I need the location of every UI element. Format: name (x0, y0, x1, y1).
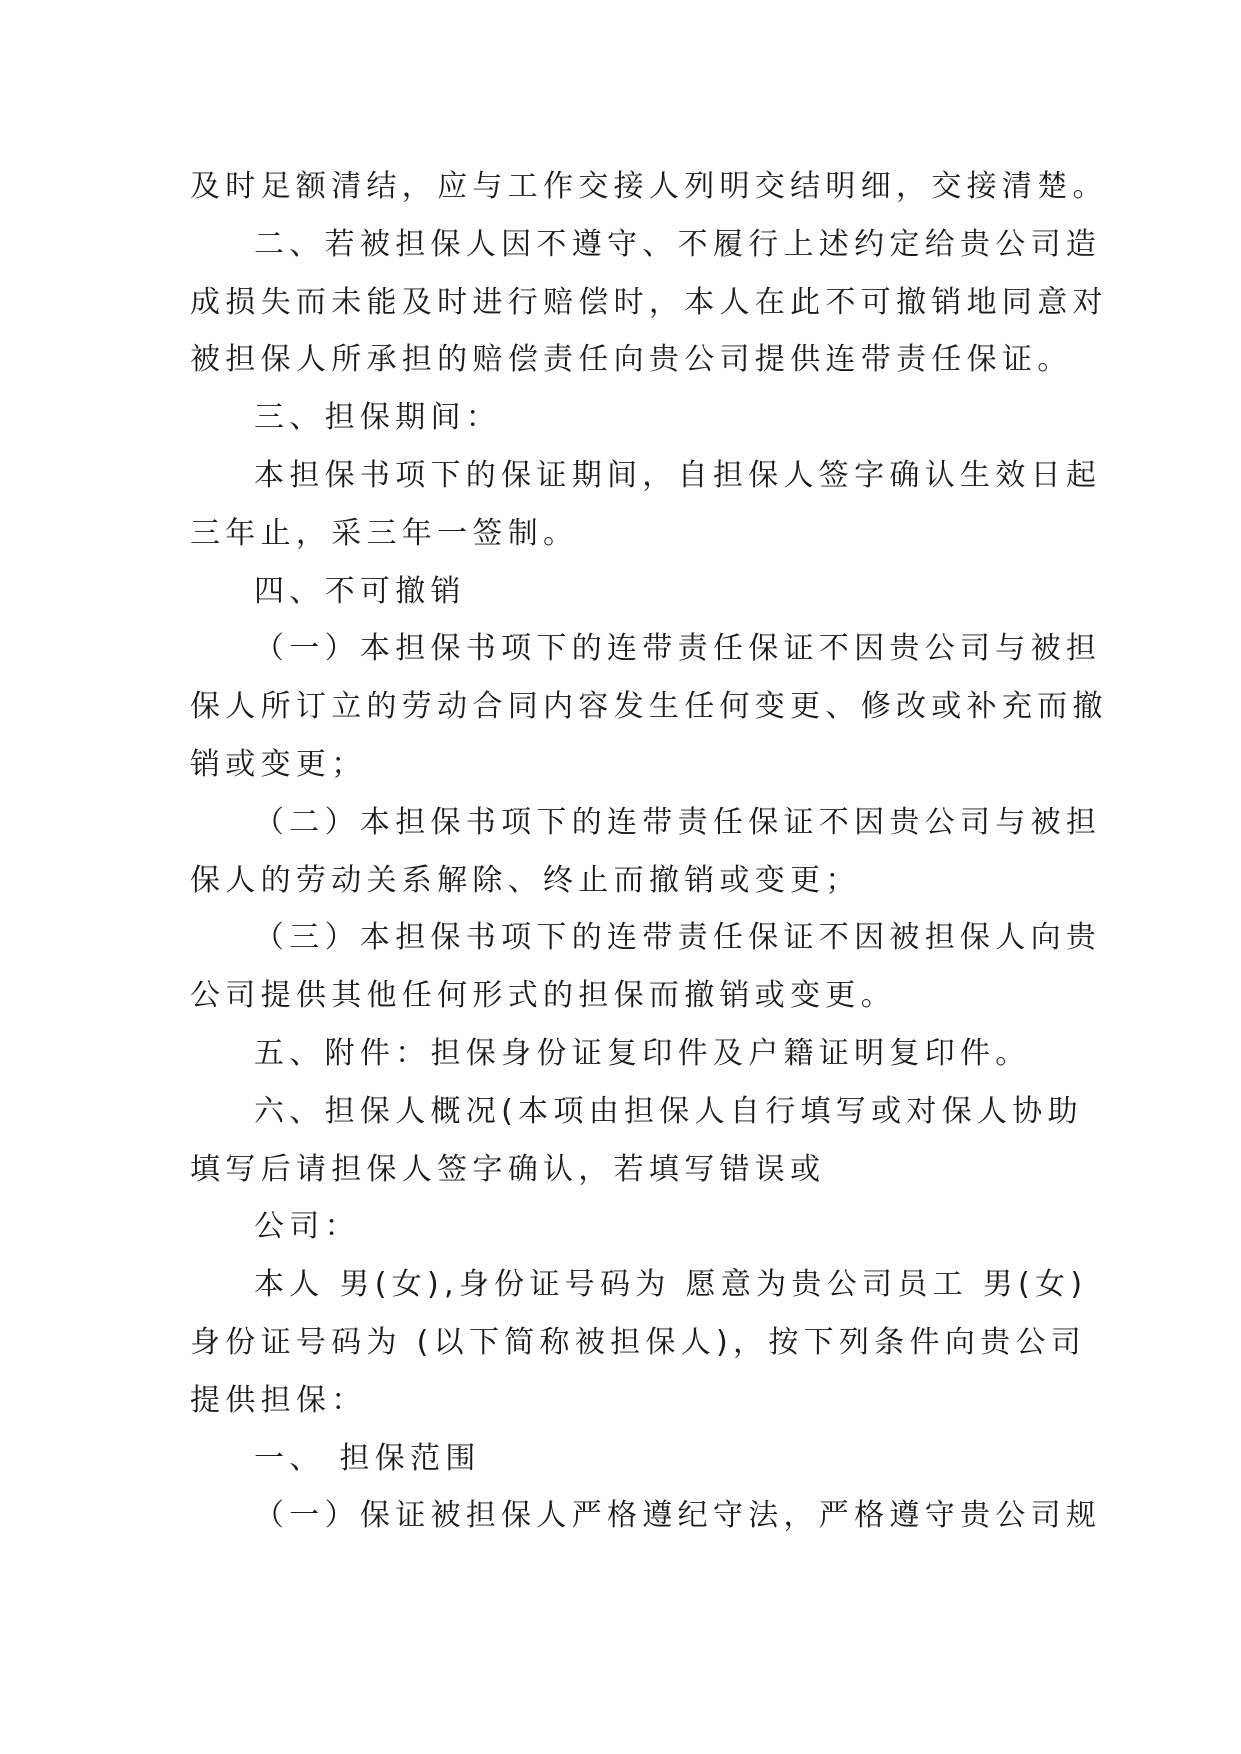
text-line: 公司提供其他任何形式的担保而撤销或变更。 (190, 978, 896, 1014)
text-line: （三）本担保书项下的连带责任保证不因被担保人向贵 (254, 920, 1102, 956)
text-line: （二）本担保书项下的连带责任保证不因贵公司与被担 (254, 804, 1102, 840)
text-line: 提供担保： (190, 1382, 367, 1418)
text-line: 保人所订立的劳动合同内容发生任何变更、修改或补充而撤 (190, 689, 1108, 725)
text-line: 身份证号码为 (以下简称被担保人)，按下列条件向贵公司 (190, 1324, 1087, 1360)
text-line: 成损失而未能及时进行赔偿时，本人在此不可撤销地同意对 (190, 284, 1108, 320)
text-line: 销或变更； (190, 746, 367, 782)
section-heading: 六、担保人概况(本项由担保人自行填写或对保人协助 (254, 1093, 1083, 1129)
text-line: 填写后请担保人签字确认，若填写错误或 (190, 1151, 826, 1187)
text-line: 本担保书项下的保证期间，自担保人签字确认生效日起 (254, 457, 1102, 493)
section-heading: 三、担保期间： (254, 400, 502, 436)
section-heading: 四、不可撤销 (254, 573, 466, 609)
section-heading: 一、 担保范围 (254, 1440, 481, 1476)
text-line: 二、若被担保人因不遵守、不履行上述约定给贵公司造 (254, 226, 1102, 262)
text-line: 保人的劳动关系解除、终止而撤销或变更； (190, 862, 861, 898)
text-line: 本人 男(女),身份证号码为 愿意为贵公司员工 男(女) (254, 1267, 1088, 1303)
text-line: 被担保人所承担的赔偿责任向贵公司提供连带责任保证。 (190, 342, 1073, 378)
section-heading: 五、附件：担保身份证复印件及户籍证明复印件。 (254, 1035, 1031, 1071)
document-body (190, 158, 1108, 1545)
addressee-line: 公司： (254, 1209, 360, 1245)
text-line: 三年止，采三年一签制。 (190, 515, 579, 551)
text-line: （一）保证被担保人严格遵纪守法，严格遵守贵公司规 (254, 1498, 1102, 1534)
text-line: （一）本担保书项下的连带责任保证不因贵公司与被担 (254, 631, 1102, 667)
text-line: 及时足额清结，应与工作交接人列明交结明细，交接清楚。 (190, 169, 1108, 204)
